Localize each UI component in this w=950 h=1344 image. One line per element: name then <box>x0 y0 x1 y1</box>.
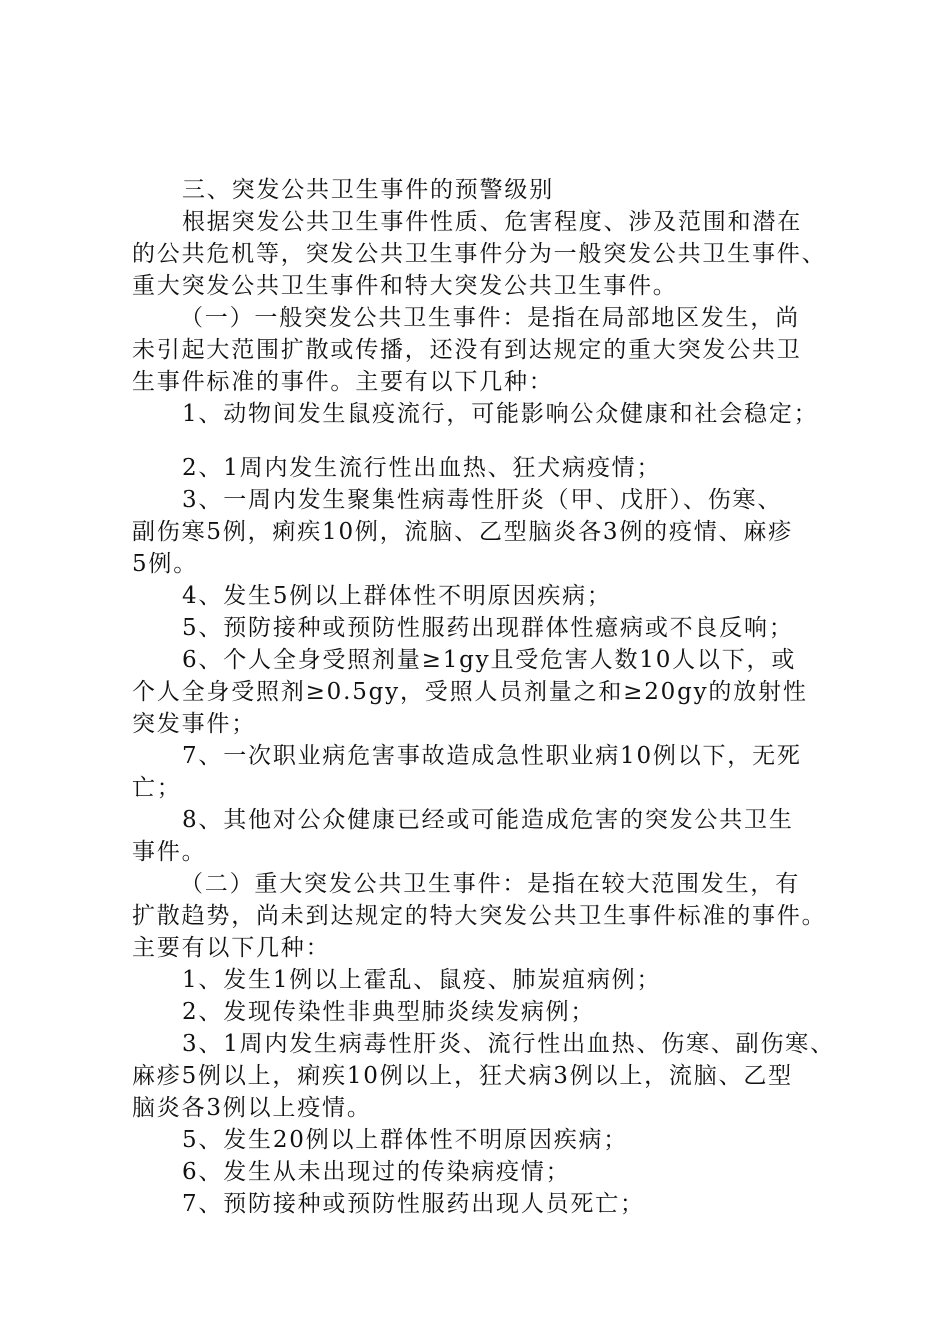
list-item-continuation: 突发事件； <box>132 711 256 737</box>
paragraph-line: 扩散趋势，尚未到达规定的特大突发公共卫生事件标准的事件。 <box>132 903 827 929</box>
list-item: 5、预防接种或预防性服药出现群体性癔病或不良反响； <box>182 615 794 641</box>
list-item: 7、预防接种或预防性服药出现人员死亡； <box>182 1191 645 1217</box>
paragraph-line: 重大突发公共卫生事件和特大突发公共卫生事件。 <box>132 273 678 299</box>
paragraph-line: 生事件标准的事件。主要有以下几种： <box>132 369 554 395</box>
paragraph-line: 主要有以下几种： <box>132 935 331 961</box>
list-item: 2、发现传染性非典型肺炎续发病例； <box>182 999 596 1025</box>
list-item: 1、动物间发生鼠疫流行，可能影响公众健康和社会稳定； <box>182 401 819 427</box>
list-item-continuation: 麻疹5例以上，痢疾10例以上，狂犬病3例以上，流脑、乙型 <box>132 1063 793 1089</box>
list-item: 2、1周内发生流行性出血热、狂犬病疫情； <box>182 455 662 481</box>
list-item: 6、发生从未出现过的传染病疫情； <box>182 1159 571 1185</box>
blank-gap <box>132 430 837 452</box>
subsection-heading: （二）重大突发公共卫生事件：是指在较大范围发生，有 <box>180 871 800 897</box>
paragraph-line: 根据突发公共卫生事件性质、危害程度、涉及范围和潜在 <box>182 209 802 235</box>
list-item: 3、一周内发生聚集性病毒性肝炎（甲、戊肝）、伤寒、 <box>182 487 783 513</box>
list-item-continuation: 个人全身受照剂≥0.5gy，受照人员剂量之和≥20gy的放射性 <box>132 679 808 705</box>
document-body <box>132 174 837 1220</box>
list-item: 6、个人全身受照剂量≥1gy且受危害人数10人以下，或 <box>182 647 797 673</box>
list-item-continuation: 5例。 <box>132 551 199 577</box>
list-item-continuation: 事件。 <box>132 839 207 865</box>
section-heading: 三、突发公共卫生事件的预警级别 <box>182 177 554 203</box>
list-item: 4、发生5例以上群体性不明原因疾病； <box>182 583 612 609</box>
list-item-continuation: 亡； <box>132 775 182 801</box>
list-item-continuation: 脑炎各3例以上疫情。 <box>132 1095 372 1121</box>
list-item: 5、发生20例以上群体性不明原因疾病； <box>182 1127 629 1153</box>
list-item: 1、发生1例以上霍乱、鼠疫、肺炭疽病例； <box>182 967 662 993</box>
paragraph-line: 的公共危机等，突发公共卫生事件分为一般突发公共卫生事件、 <box>132 241 827 267</box>
paragraph-line: 未引起大范围扩散或传播，还没有到达规定的重大突发公共卫 <box>132 337 802 363</box>
list-item: 3、1周内发生病毒性肝炎、流行性出血热、伤寒、副伤寒、 <box>182 1031 835 1057</box>
list-item: 7、一次职业病危害事故造成急性职业病10例以下，无死 <box>182 743 802 769</box>
list-item-continuation: 副伤寒5例，痢疾10例，流脑、乙型脑炎各3例的疫情、麻疹 <box>132 519 793 545</box>
list-item: 8、其他对公众健康已经或可能造成危害的突发公共卫生 <box>182 807 794 833</box>
subsection-heading: （一）一般突发公共卫生事件：是指在局部地区发生，尚 <box>180 305 800 331</box>
